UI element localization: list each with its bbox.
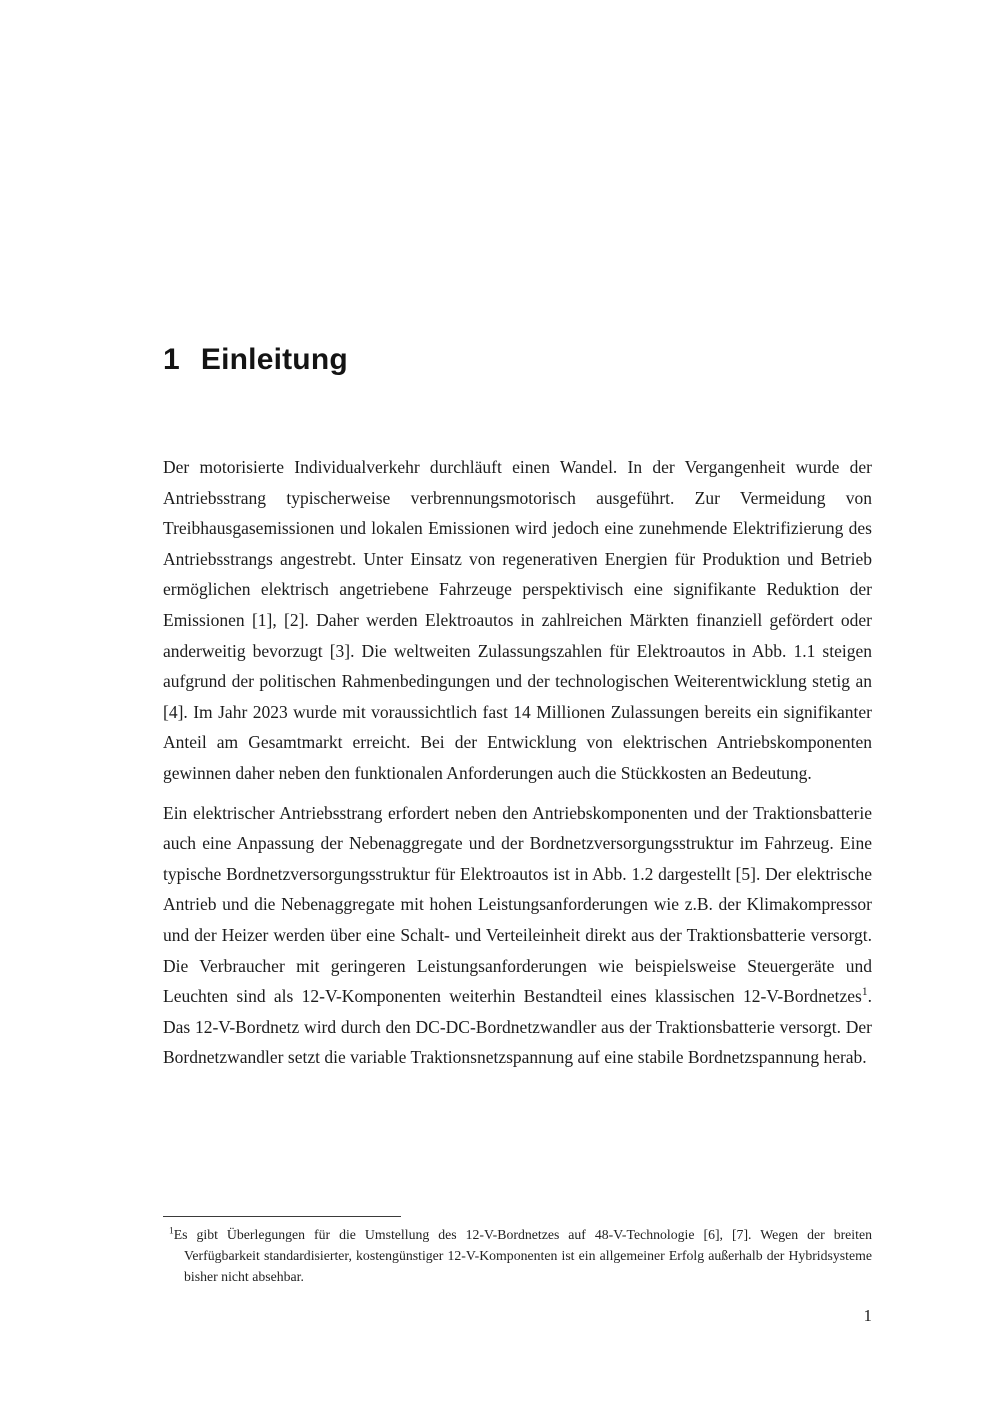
paragraph-powertrain bbox=[163, 798, 872, 1073]
footnote-rule bbox=[163, 1216, 401, 1217]
paragraph-powertrain-continuation: . Das 12-V-Bordnetz wird durch den DC-DC-Bordnetzwandler aus der Traktionsbatterie versorgt. Der Bordnetzwandler setzt die variable Traktionsnetzspannung auf eine stabile Bordnetzspannung herab. bbox=[163, 986, 872, 1068]
footnote bbox=[163, 1225, 872, 1287]
paragraph-introduction: Der motorisierte Individualverkehr durchläuft einen Wandel. In der Vergangenheit wurde der Antriebsstrang typischerweise verbrennungsmotorisch ausgeführt. Zur Vermeidung von Treibhausgasemissionen und lokalen Emissionen wird jedoch eine zunehmende Elektrifizierung des Antriebsstrangs angestrebt. Unter Einsatz von regenerativen Energien für Produktion und Betrieb ermöglichen elektrisch angetriebene Fahrzeuge perspektivisch eine signifikante Reduktion der Emissionen [1], [2]. Daher werden Elektroautos in zahlreichen Märkten finanziell gefördert oder anderweitig bevorzugt [3]. Die weltweiten Zulassungszahlen für Elektroautos in Abb. 1.1 steigen aufgrund der politischen Rahmenbedingungen und der technologischen Weiterentwicklung stetig an [4]. Im Jahr 2023 wurde mit voraussichtlich fast 14 Millionen Zulassungen bereits ein signifikanter Anteil am Gesamtmarkt erreicht. Bei der Entwicklung von elektrischen Antriebskomponenten gewinnen daher neben den funktionalen Anforderungen auch die Stückkosten an Bedeutung. bbox=[163, 457, 872, 783]
text-block bbox=[163, 342, 872, 1073]
footnote-text: Es gibt Überlegungen für die Umstellung des 12-V-Bordnetzes auf 48-V-Technologie [6], [7]. Wegen der breiten Verfügbarkeit standardisierter, kostengünstiger 12-V-Komponenten ist ein allgemeiner Erfolg außerhalb der Hybridsysteme bisher nicht absehbar. bbox=[173, 1227, 872, 1284]
footnote-reference: 1 bbox=[861, 986, 868, 999]
paragraph-powertrain-text: Ein elektrischer Antriebsstrang erfordert neben den Antriebskomponenten und der Traktionsbatterie auch eine Anpassung der Nebenaggregate und der Bordnetzversorgungsstruktur im Fahrzeug. Eine typische Bordnetzversorgungsstruktur für Elektroautos ist in Abb. 1.2 dargestellt [5]. Der elektrische Antrieb und die Nebenaggregate mit hohen Leistungsanforderungen wie z.B. der Klimakompressor und der Heizer werden über eine Schalt- und Verteileinheit direkt aus der Traktionsbatterie versorgt. Die Verbraucher mit geringeren Leistungsanforderungen wie beispielsweise Steuergeräte und Leuchten sind als 12-V-Komponenten weiterhin Bestandteil eines klassischen 12-V-Bordnetzes bbox=[163, 802, 872, 1007]
footnote-marker: 1 bbox=[169, 1226, 174, 1237]
page-number: 1 bbox=[863, 1306, 872, 1325]
chapter-number: 1 bbox=[163, 343, 180, 376]
footnote-area bbox=[163, 1216, 872, 1287]
chapter-title: Einleitung bbox=[200, 343, 348, 376]
chapter-heading bbox=[163, 342, 872, 378]
